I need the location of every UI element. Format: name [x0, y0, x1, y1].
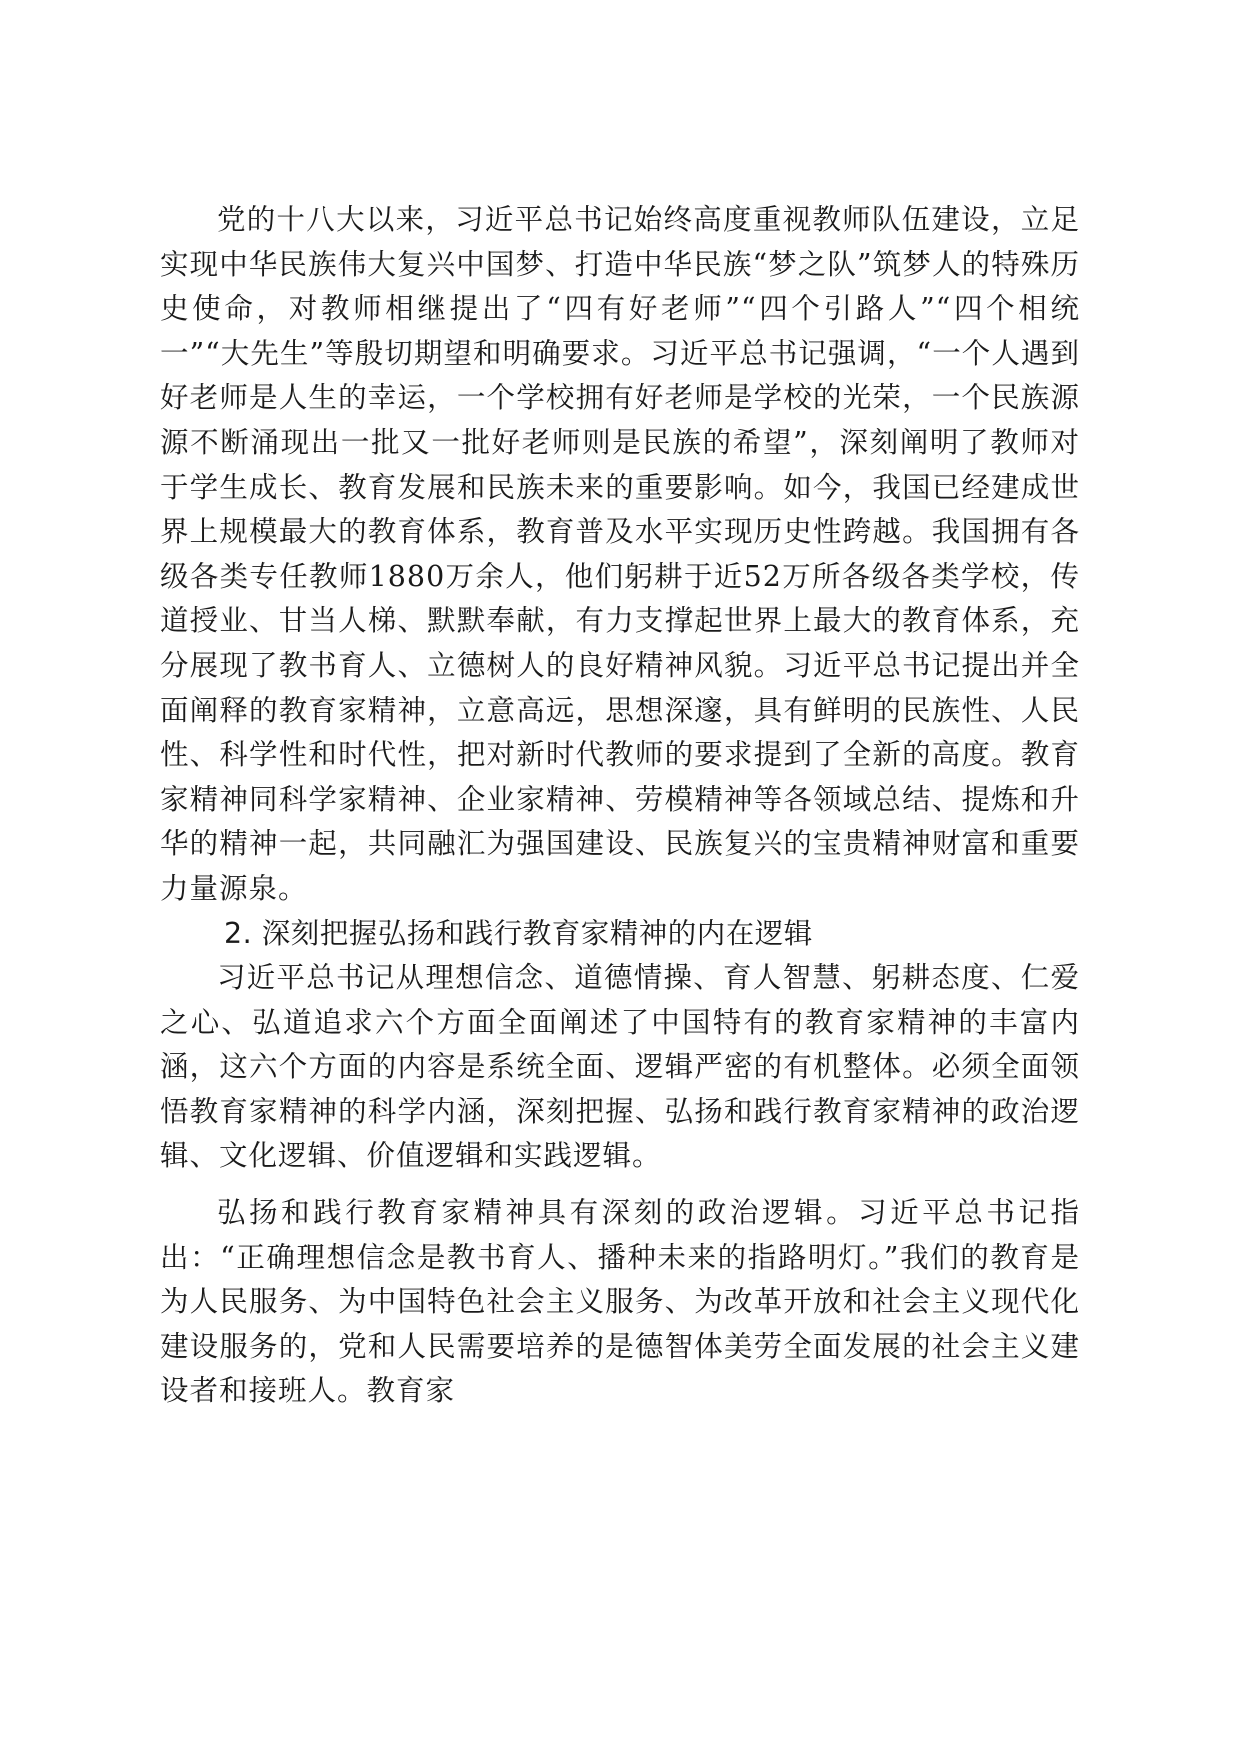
body-paragraph-1: 党的十八大以来，习近平总书记始终高度重视教师队伍建设，立足实现中华民族伟大复兴中国梦、打造中华民族“梦之队”筑梦人的特殊历史使命，对教师相继提出了“四有好老师”“四个引路人”“四个相统一”“大先生”等殷切期望和明确要求。习近平总书记强调，“一个人遇到好老师是人生的幸运，一个学校拥有好老师是学校的光荣，一个民族源源不断涌现出一批又一批好老师则是民族的希望”，深刻阐明了教师对于学生成长、教育发展和民族未来的重要影响。如今，我国已经建成世界上规模最大的教育体系，教育普及水平实现历史性跨越。我国拥有各级各类专任教师1880万余人，他们躬耕于近52万所各级各类学校，传道授业、甘当人梯、默默奉献，有力支撑起世界上最大的教育体系，充分展现了教书育人、立德树人的良好精神风貌。习近平总书记提出并全面阐释的教育家精神，立意高远，思想深邃，具有鲜明的民族性、人民性、科学性和时代性，把对新时代教师的要求提到了全新的高度。教育家精神同科学家精神、企业家精神、劳模精神等各领域总结、提炼和升华的精神一起，共同融汇为强国建设、民族复兴的宝贵精神财富和重要力量源泉。	[160, 203, 1080, 905]
body-paragraph-3: 弘扬和践行教育家精神具有深刻的政治逻辑。习近平总书记指出：“正确理想信念是教书育人、播种未来的指路明灯。”我们的教育是为人民服务、为中国特色社会主义服务、为改革开放和社会主义现代化建设服务的，党和人民需要培养的是德智体美劳全面发展的社会主义建设者和接班人。教育家	[160, 1196, 1080, 1408]
section-heading: 2. 深刻把握弘扬和践行教育家精神的内在逻辑	[224, 916, 813, 950]
document-page	[160, 198, 1080, 1414]
body-paragraph-2: 习近平总书记从理想信念、道德情操、育人智慧、躬耕态度、仁爱之心、弘道追求六个方面全面阐述了中国特有的教育家精神的丰富内涵，这六个方面的内容是系统全面、逻辑严密的有机整体。必须全面领悟教育家精神的科学内涵，深刻把握、弘扬和践行教育家精神的政治逻辑、文化逻辑、价值逻辑和实践逻辑。	[160, 961, 1080, 1173]
